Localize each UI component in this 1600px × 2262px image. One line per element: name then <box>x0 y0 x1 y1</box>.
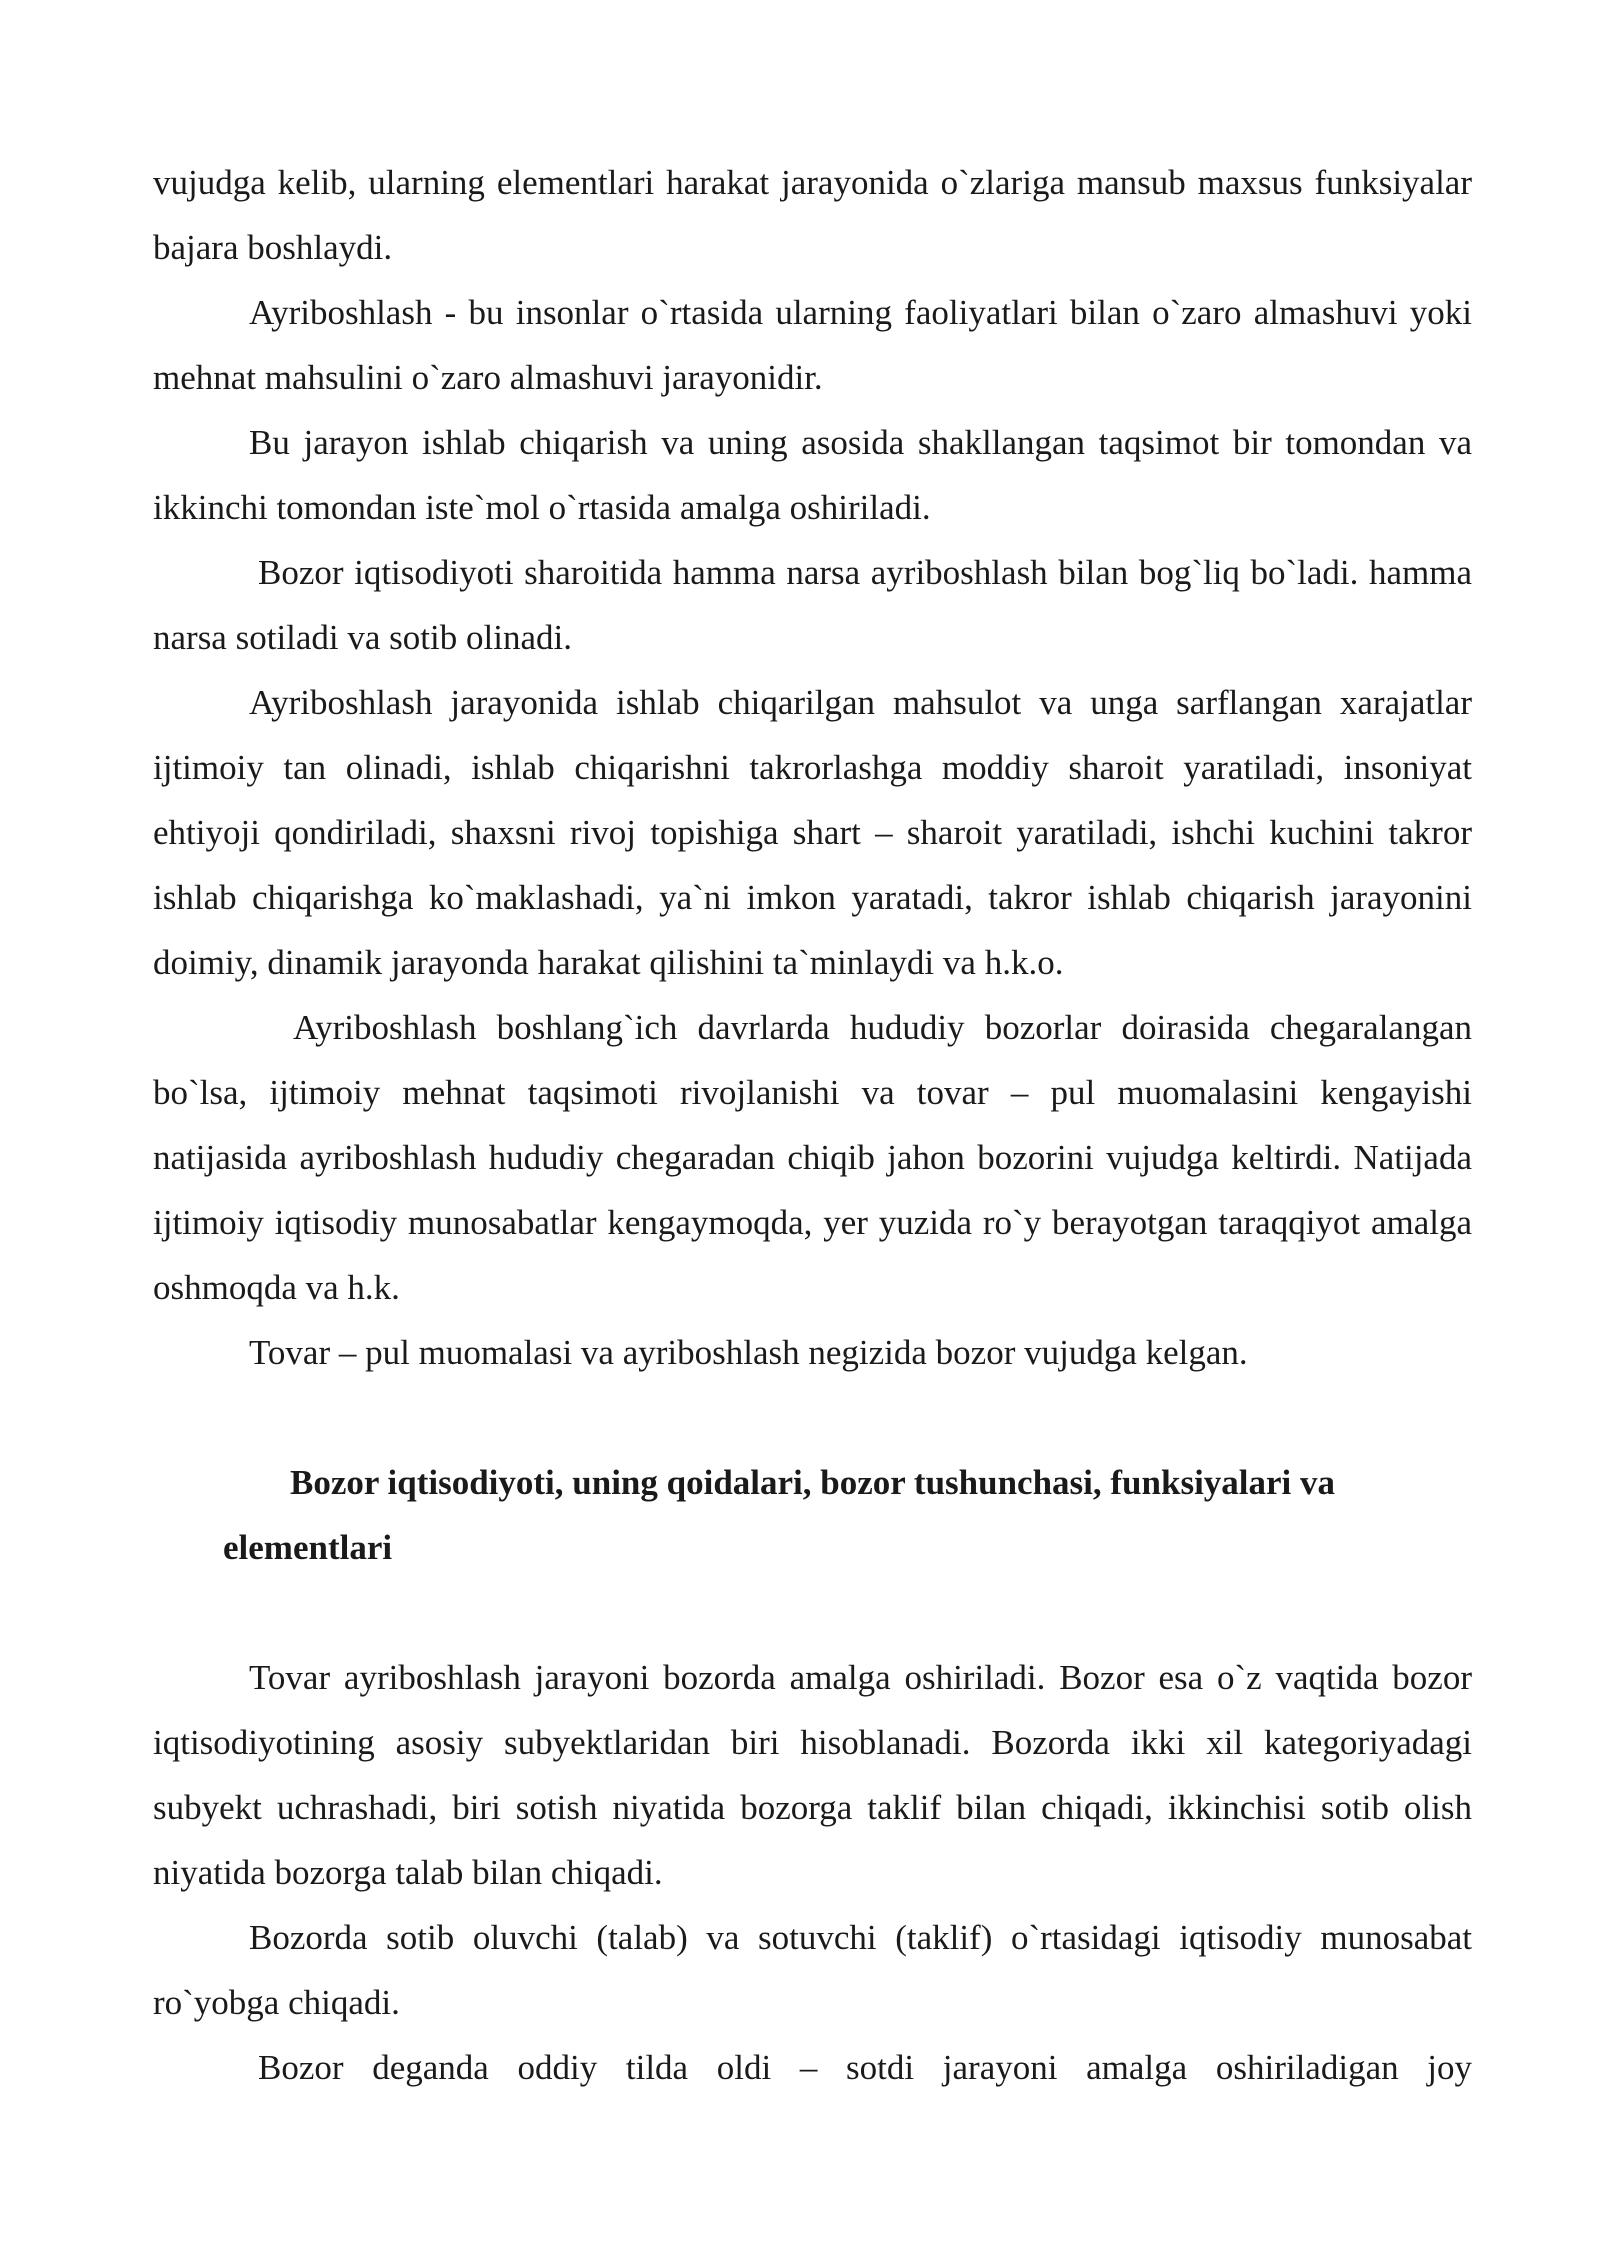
paragraph-ayriboshlash-definition: Ayriboshlash - bu insonlar o`rtasida ularning faoliyatlari bilan o`zaro almashuvi yoki mehnat mahsulini o`zaro almashuvi jarayonidir. <box>153 293 1472 397</box>
paragraph-exchange-process: Ayriboshlash jarayonida ishlab chiqarilgan mahsulot va unga sarflangan xarajatlar ijtimoiy tan olinadi, ishlab chiqarishni takrorlashga moddiy sharoit yaratiladi, insoniyat ehtiyoji qondiriladi, shaxsni rivoj topishiga shart – sharoit yaratiladi, ishchi kuchini takror ishlab chiqarishga ko`maklashadi, ya`ni imkon yaratadi, takror ishlab chiqarish jarayonini doimiy, dinamik jarayonda harakat qilishini ta`minlaydi va h.k.o. <box>153 683 1472 982</box>
document-page <box>153 150 1472 2100</box>
paragraph-commodity-exchange: Tovar ayriboshlash jarayoni bozorda amalga oshiriladi. Bozor esa o`z vaqtida bozor iqtisodiyotining asosiy subyektlaridan biri hisoblanadi. Bozorda ikki xil kategoriyadagi subyekt uchrashadi, biri sotish niyatida bozorga taklif bilan chiqadi, ikkinchisi sotib olish niyatida bozorga talab bilan chiqadi. <box>153 1658 1472 1892</box>
section-heading: Bozor iqtisodiyoti, uning qoidalari, bozor tushunchasi, funksiyalari va elementlari <box>223 1463 1336 1567</box>
paragraph-market-economy: Bozor iqtisodiyoti sharoitida hamma narsa ayriboshlash bilan bog`liq bo`ladi. hamma narsa sotiladi va sotib olinadi. <box>153 553 1472 657</box>
paragraph-exchange-history: Ayriboshlash boshlang`ich davrlarda hududiy bozorlar doirasida chegaralangan bo`lsa, ijtimoiy mehnat taqsimoti rivojlanishi va tovar – pul muomalasini kengayishi natijasida ayriboshlash hududiy chegaradan chiqib jahon bozorini vujudga keltirdi. Natijada ijtimoiy iqtisodiy munosabatlar kengaymoqda, yer yuzida ro`y berayotgan taraqqiyot amalga oshmoqda va h.k. <box>153 1008 1472 1307</box>
paragraph-commodity-money: Tovar – pul muomalasi va ayriboshlash negizida bozor vujudga kelgan. <box>249 1333 1248 1372</box>
paragraph-continuation: vujudga kelib, ularning elementlari harakat jarayonida o`zlariga mansub maxsus funksiyalar bajara boshlaydi. <box>153 163 1472 267</box>
paragraph-process: Bu jarayon ishlab chiqarish va uning asosida shakllangan taqsimot bir tomondan va ikkinchi tomondan iste`mol o`rtasida amalga oshiriladi. <box>153 423 1472 527</box>
paragraph-market-definition: Bozor deganda oddiy tilda oldi – sotdi jarayoni amalga oshiriladigan joy <box>258 2048 1472 2087</box>
paragraph-buyer-seller: Bozorda sotib oluvchi (talab) va sotuvchi (taklif) o`rtasidagi iqtisodiy munosabat ro`yobga chiqadi. <box>153 1918 1472 2022</box>
